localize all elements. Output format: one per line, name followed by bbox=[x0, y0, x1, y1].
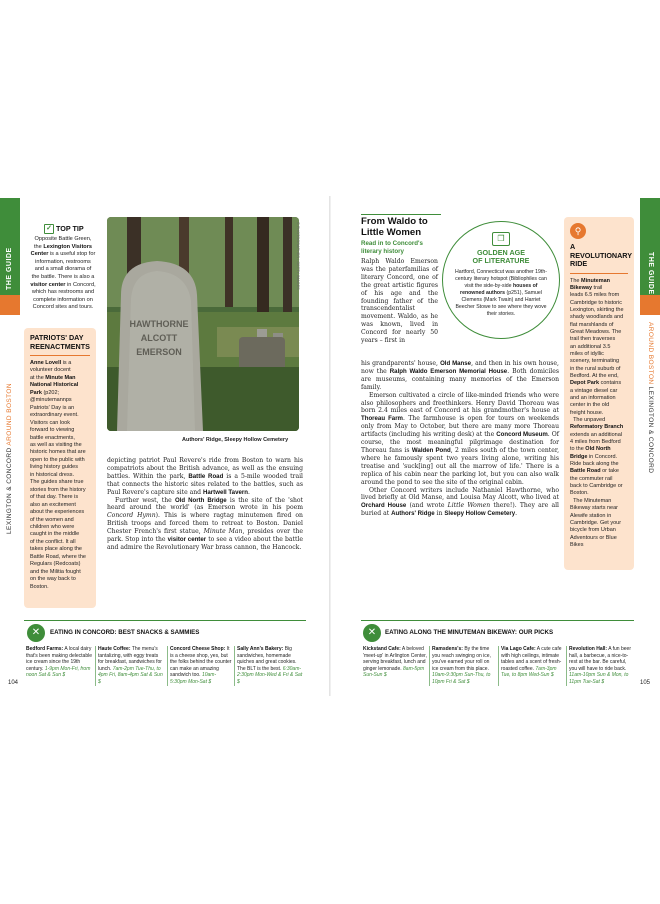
eat-item-haute-coffee: Haute Coffee: The menu's tantalizing, with eggy treats for breakfast, sandwiches for lunch. 7am-2pm Tue-Thu, to 4pm Fri, 8am-4pm Sat & Sun $ bbox=[98, 646, 163, 685]
revolutionary-ride-title: A REVOLUTIONARY RIDE bbox=[570, 242, 633, 268]
stone-line-3: EMERSON bbox=[136, 347, 182, 357]
patriots-day-title: PATRIOTS' DAY REENACTMENTS bbox=[30, 333, 90, 351]
eat-item-concord-cheese: Concord Cheese Shop: It is a cheese shop, yes, but the folks behind the counter can make an amazing sandwich too. 10am-5:30pm Mon-Sat $ bbox=[170, 646, 232, 685]
gutter-shadow bbox=[329, 196, 331, 696]
eat-item-kickstand: Kickstand Cafe: A beloved 'meet-up' in Arlington Center, serving breakfast, lunch and ginger lemonade. 8am-5pm Sun-Sun $ bbox=[363, 646, 427, 679]
eat-left-divider-3 bbox=[234, 646, 235, 686]
right-guide-tab-label: THE GUIDE bbox=[647, 252, 654, 295]
bicycle-icon: ⚲ bbox=[570, 223, 586, 239]
page-number-left: 104 bbox=[8, 680, 19, 686]
eat-item-ramsdens: Ramsdens's: By the time you reach swinging on ice, you've earned your roll on ice cream from this place. 10am-9:30pm Sun-Thu, to 10pm Fri & Sat $ bbox=[432, 646, 491, 685]
golden-age-title: GOLDEN AGE OF LITERATURE bbox=[472, 248, 530, 266]
stone-line-2: ALCOTT bbox=[140, 333, 178, 343]
patriots-day-text: Anne Lovell is a volunteer docent at the Minute Man National Historical Park (p202; @minutemannps Patriots' Day is an extraordinary event. Visitors can look forward to viewing battle enactments, as well as visiting the historic homes that are open to the public with living history guides in historical dress. The guides share true stories from the history of that day. There is also an excitement about the experiences of the women and children who were caught in the middle of the conflict. It all takes place along the Battle Road, where the Regulars (Redcoats) and the Militia fought on the way back to Boston. bbox=[30, 360, 86, 590]
right-side-label: AROUND BOSTON LEXINGTON & CONCORD bbox=[647, 322, 654, 474]
photo-caption: Authors' Ridge, Sleepy Hollow Cemetery bbox=[182, 437, 289, 443]
waldo-intro: Ralph Waldo Emerson was the paterfamilias of literary Concord, one of the great artistic figures of his age and the founding father of the transcendentalist movement. Waldo, as he was known, lived in Concord for nearly 50 years – first in bbox=[361, 258, 438, 345]
eat-item-sally-anns: Sally Ann's Bakery: Big sandwiches, homemade quiches and great cookies. The BLT is the best. 6:30am-2:30pm Mon-Wed & Fri & Sat $ bbox=[237, 646, 303, 685]
eat-item-bedford-farms: Bedford Farms: A local dairy that's been making delectable ice cream since the 19th century. 1-9pm Mon-Fri, from noon Sat & Sun $ bbox=[26, 646, 92, 679]
eat-left-rule bbox=[24, 620, 306, 621]
photo-credit: © PHOTOGRAPHER / GETTY IMAGES bbox=[296, 222, 300, 290]
utensils-icon-right: ✕ bbox=[363, 624, 381, 642]
right-orange-tab bbox=[640, 295, 660, 315]
page-number-right: 105 bbox=[640, 680, 651, 686]
stone-line-1: HAWTHORNE bbox=[129, 319, 189, 329]
cemetery-illustration bbox=[107, 217, 299, 431]
top-tip-box bbox=[28, 224, 98, 312]
eat-right-divider-3 bbox=[566, 646, 567, 686]
eating-bikeway-bar bbox=[361, 620, 634, 686]
book-icon: ❐ bbox=[492, 232, 510, 246]
eat-item-revolution-hall: Revolution Hall: A fun beer hall, a barbecue, a nice-to-rest at the bar. Be careful, you will have to ride back. 11am-10pm Sun & Mon, to 11pm Tue-Sat $ bbox=[569, 646, 631, 685]
golden-age-text: Hartford, Connecticut was another 19th-century literary hotspot (Bibliophiles can visit the side-by-side houses of renowned authors (p251), Samuel Clemens (Mark Twain) and Harriet Beecher Stowe to see where they wove their stories. bbox=[455, 268, 547, 318]
top-tip-title: TOP TIP bbox=[56, 223, 84, 233]
eat-right-divider-2 bbox=[498, 646, 499, 686]
waldo-title: From Waldo to Little Women bbox=[361, 216, 428, 238]
cemetery-photo bbox=[107, 217, 299, 431]
eat-item-via-lago: Via Lago Cafe: A cute cafe with high ceilings, intimate tables and a scent of fresh-roasted coffee. 7am-3pm Tue, to 8pm Wed-Sun $ bbox=[501, 646, 562, 679]
top-tip-text: Opposite Battle Green, the Lexington Visitors Center is a useful stop for information, restrooms and a small diorama of the battle. There is also a visitor center in Concord, which has restrooms and complete information on Concord sites and tours. bbox=[30, 236, 96, 311]
body-text-left: depicting patriot Paul Revere's ride from Boston to warn his compatriots about the British advance, as well as the ensuing battles. Within the park, Battle Road is a 5-mile wooded trail that connects the historic sites related to the battles, such as Paul Revere's capture site and Hartwell Tavern. Further west, the Old North Bridge is the site of the 'shot heard around the world' (as Emerson wrote in his poem Concord Hymn). This is where ragtag minutemen fired on British troops and forced them to retreat to Boston. Daniel Chester French's first statue, Minute Man, presides over the park. Stop into the visitor center to see a video about the battle and admire the Revolutionary War brass cannon, the Hancock. bbox=[107, 457, 304, 551]
eating-bikeway-title: EATING ALONG THE MINUTEMAN BIKEWAY: OUR PICKS bbox=[385, 629, 554, 636]
waldo-subtitle: Read in to Concord's literary history bbox=[361, 240, 423, 255]
revolutionary-ride-text: The Minuteman Bikeway trail leads 6.5 miles from Cambridge to historic Lexington, skirting the shady woodlands and flat marshlands of Great Meadows. The trail then traverses an additional 3.5 miles of idyllic scenery, terminating in the rural suburb of Bedford. At the end, Depot Park contains a vintage diesel car and an information center in the old freight house. The unpaved Reformatory Branch extends an additional 4 miles from Bedford to the Old North Bridge in Concord. Ride back along the Battle Road or take the commuter rail back to Cambridge or Boston. The Minuteman Bikeway starts near Alewife station in Cambridge. Get your bicycle from Urban Adventours or Blue Bikes bbox=[570, 277, 624, 548]
checkbox-icon: ✓ bbox=[44, 224, 54, 234]
eating-concord-bar bbox=[24, 620, 306, 686]
body-text-right: his grandparents' house, Old Manse, and then in his own house, now the Ralph Waldo Emerson Memorial House. Both domiciles are museums, containing many memories of the Emerson family. Emerson cultivated a circle of like-minded friends who were also philosophers and freethinkers. Henry David Thoreau was born 2.4 miles east of Concord at his grandmother's house at Thoreau Farm. The farmhouse is open for tours on weekends only from May to October, but there are many more Thoreau artifacts (including his writing desk) at the Concord Museum. Of course, the most meaningful pilgrimage destination for Thoreau fans is Walden Pond, 2 miles south of the town center, where he famously spent two years living alone, writing his treatise and 'suck[ing] out all the marrow of life.' There is a replica of his cabin near the parking lot, but you can also walk around the pond to see the site of the original cabin. Other Concord writers include Nathaniel Hawthorne, who lived briefly at Old Manse, and Louisa May Alcott, who lived at Orchard House (and wrote Little Women there!). They are all buried at Authors' Ridge in Sleepy Hollow Cemetery. bbox=[361, 360, 560, 518]
eat-right-divider-1 bbox=[429, 646, 430, 686]
eat-left-divider-2 bbox=[167, 646, 168, 686]
eating-concord-title: EATING IN CONCORD: BEST SNACKS & SAMMIES bbox=[50, 629, 200, 636]
golden-age-callout bbox=[442, 221, 560, 339]
left-guide-tab-label: THE GUIDE bbox=[6, 247, 13, 290]
eat-right-rule bbox=[361, 620, 634, 621]
patriots-day-box bbox=[24, 328, 96, 608]
eat-left-divider-1 bbox=[95, 646, 96, 686]
revolutionary-ride-box bbox=[564, 217, 634, 570]
left-side-label: LEXINGTON & CONCORD AROUND BOSTON bbox=[6, 383, 13, 534]
waldo-rule bbox=[361, 214, 441, 215]
utensils-icon: ✕ bbox=[27, 624, 45, 642]
left-orange-tab bbox=[0, 295, 20, 315]
